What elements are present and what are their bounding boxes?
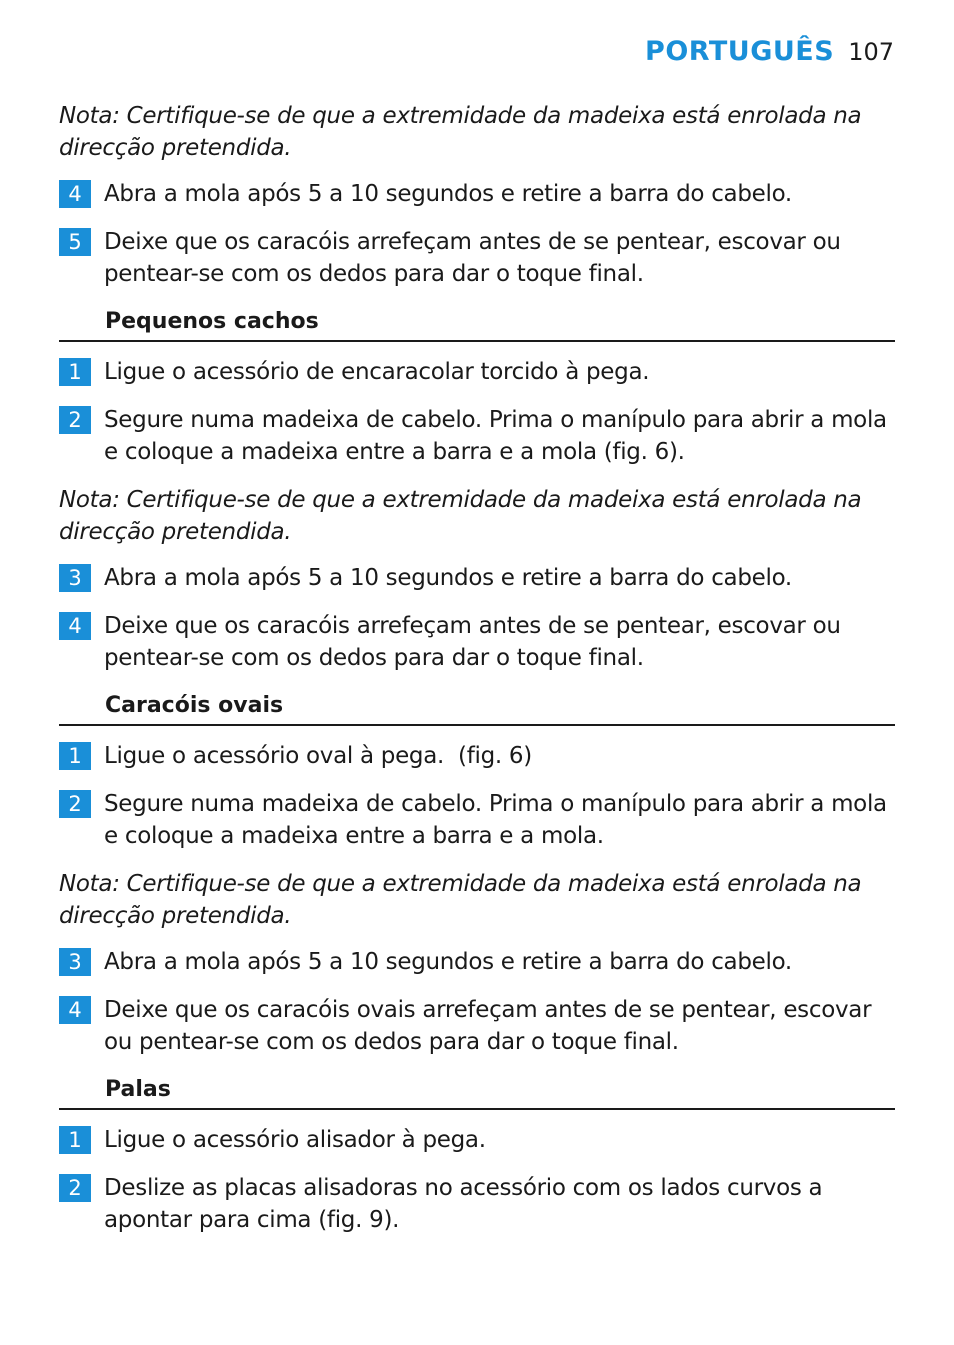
step-number-badge: 4 — [59, 996, 91, 1024]
step-item — [59, 226, 895, 290]
step-number-badge: 4 — [59, 612, 91, 640]
step-text: Ligue o acessório de encaracolar torcido à pega. — [104, 359, 650, 385]
step-text: Deixe que os caracóis ovais arrefeçam antes de se pentear, escovar ou pentear-se com os dedos para dar o toque final. — [104, 997, 872, 1055]
step-text: Deslize as placas alisadoras no acessório com os lados curvos a apontar para cima (fig. 9). — [104, 1175, 823, 1233]
step-text: Segure numa madeixa de cabelo. Prima o manípulo para abrir a mola e coloque a madeixa entre a barra e a mola (fig. 6). — [104, 407, 887, 465]
step-number-badge: 1 — [59, 358, 91, 386]
section-heading-caracois-ovais — [59, 690, 895, 726]
step-text: Deixe que os caracóis arrefeçam antes de se pentear, escovar ou pentear-se com os dedos para dar o toque final. — [104, 229, 841, 287]
manual-content — [59, 100, 895, 1252]
note-text: Nota: Certifique-se de que a extremidade da madeixa está enrolada na direcção pretendida. — [59, 871, 862, 929]
step-item — [59, 178, 895, 210]
section-title: Caracóis ovais — [105, 693, 284, 718]
section-heading-palas — [59, 1074, 895, 1110]
step-item — [59, 1172, 895, 1236]
step-item — [59, 994, 895, 1058]
step-item — [59, 740, 895, 772]
step-number-badge: 2 — [59, 406, 91, 434]
step-text: Abra a mola após 5 a 10 segundos e retire a barra do cabelo. — [104, 949, 792, 975]
step-item — [59, 610, 895, 674]
step-text: Abra a mola após 5 a 10 segundos e retire a barra do cabelo. — [104, 181, 792, 207]
step-item — [59, 788, 895, 852]
step-item — [59, 356, 895, 388]
step-text: Deixe que os caracóis arrefeçam antes de se pentear, escovar ou pentear-se com os dedos para dar o toque final. — [104, 613, 841, 671]
step-number-badge: 3 — [59, 948, 91, 976]
step-number-badge: 5 — [59, 228, 91, 256]
step-item — [59, 946, 895, 978]
section-heading-pequenos-cachos — [59, 306, 895, 342]
step-text: Abra a mola após 5 a 10 segundos e retire a barra do cabelo. — [104, 565, 792, 591]
step-item — [59, 562, 895, 594]
note-text: Nota: Certifique-se de que a extremidade da madeixa está enrolada na direcção pretendida. — [59, 103, 862, 161]
page-header — [645, 36, 894, 67]
section-title: Pequenos cachos — [105, 309, 319, 334]
step-number-badge: 4 — [59, 180, 91, 208]
step-number-badge: 2 — [59, 790, 91, 818]
step-number-badge: 1 — [59, 742, 91, 770]
section-title: Palas — [105, 1077, 171, 1102]
step-number-badge: 3 — [59, 564, 91, 592]
step-text: Ligue o acessório alisador à pega. — [104, 1127, 486, 1153]
step-number-badge: 2 — [59, 1174, 91, 1202]
step-item — [59, 404, 895, 468]
page-number: 107 — [848, 38, 894, 66]
step-text: Ligue o acessório oval à pega. (fig. 6) — [104, 743, 532, 769]
language-title: PORTUGUÊS — [645, 36, 835, 67]
note-text: Nota: Certifique-se de que a extremidade da madeixa está enrolada na direcção pretendida. — [59, 487, 862, 545]
step-item — [59, 1124, 895, 1156]
step-text: Segure numa madeixa de cabelo. Prima o manípulo para abrir a mola e coloque a madeixa entre a barra e a mola. — [104, 791, 887, 849]
step-number-badge: 1 — [59, 1126, 91, 1154]
